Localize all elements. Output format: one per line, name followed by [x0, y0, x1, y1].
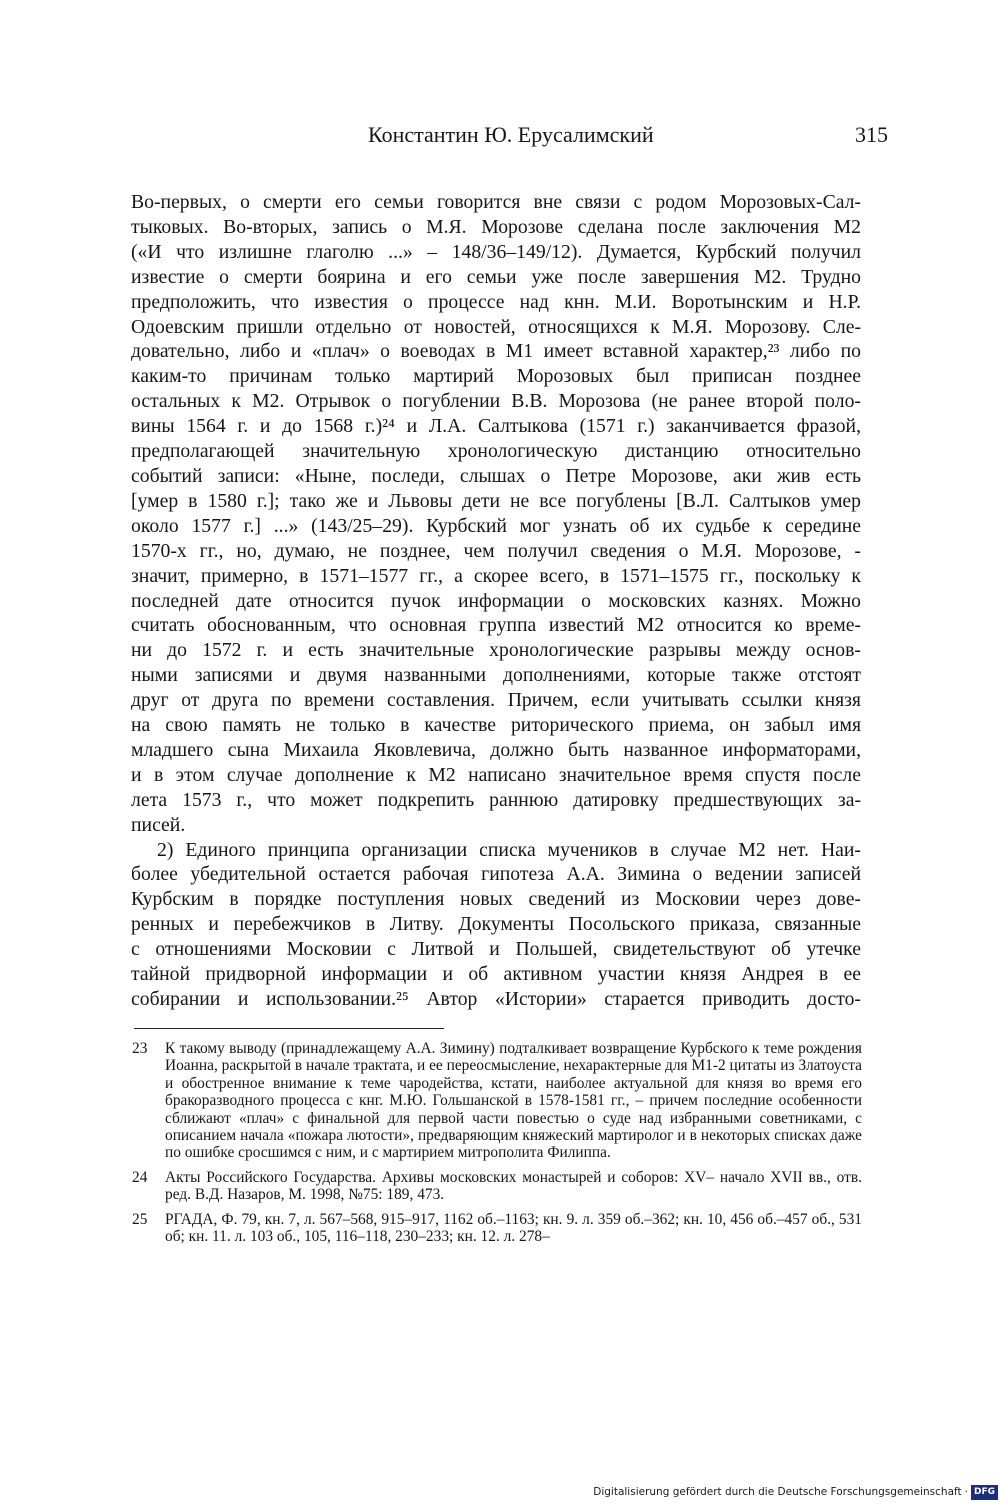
- text-line: значит, примерно, в 1571–1577 гг., а скорее всего, в 1571–1575 гг., поскольку к: [131, 564, 861, 587]
- text-line: Одоевским пришли отдельно от новостей, относящихся к М.Я. Морозову. Сле-: [131, 315, 861, 338]
- main-text: [131, 190, 861, 1012]
- text-line: с отношениями Московии с Литвой и Польшей, свидетельствуют об утечке: [131, 938, 861, 961]
- text-line: ренных и перебежчиков в Литву. Документы Посольского приказа, связанные: [131, 913, 861, 936]
- text-line: младшего сына Михаила Яковлевича, должно быть названное информаторами,: [131, 738, 861, 761]
- watermark-text: Digitalisierung gefördert durch die Deutsche Forschungsgemeinschaft: [593, 1486, 962, 1498]
- text-line: («И что излишне глаголю ...» – 148/36–149/12). Думается, Курбский получил: [131, 240, 861, 263]
- text-line: событий записи: «Ныне, последи, слышах о Петре Морозове, аки жив есть: [131, 464, 861, 487]
- footnote-number: 23: [132, 1040, 148, 1057]
- footnote: [132, 1211, 862, 1246]
- footnotes: [132, 1040, 862, 1252]
- text-line: последней дате относится пучок информации о московских казнях. Можно: [131, 589, 861, 612]
- text-line: лета 1573 г., что может подкрепить раннюю датировку предшествующих за-: [131, 788, 861, 811]
- footnote-number: 25: [132, 1210, 148, 1228]
- dfg-logo-icon: DFG: [971, 1485, 998, 1500]
- text-line: Курбским в порядке поступления новых сведений из Московии через дове-: [131, 888, 861, 911]
- footnote-number: 24: [132, 1168, 148, 1186]
- text-line: тыковых. Во-вторых, запись о М.Я. Морозове сделана после заключения М2: [131, 215, 861, 238]
- text-line: предположить, что известия о процессе над кнн. М.И. Воротынским и Н.Р.: [131, 290, 861, 313]
- running-header-author: Константин Ю. Ерусалимский: [368, 122, 654, 147]
- text-line: 1570-х гг., но, думаю, не позднее, чем получил сведения о М.Я. Морозове, -: [131, 539, 861, 562]
- text-line: Во-первых, о смерти его семьи говорится вне связи с родом Морозовых-Сал-: [131, 191, 861, 213]
- text-line: вины 1564 г. и до 1568 г.)²⁴ и Л.А. Салтыкова (1571 г.) заканчивается фразой,: [131, 415, 861, 438]
- text-line: писей.: [131, 813, 186, 836]
- text-line: довательно, либо и «плач» о воеводах в М1 имеет вставной характер,²³ либо по: [131, 340, 861, 363]
- text-line: 2) Единого принципа организации списка мучеников в случае М2 нет. Наи-: [157, 838, 861, 861]
- text-line: известие о смерти боярина и его семьи уже после завершения М2. Трудно: [131, 265, 861, 288]
- footnote-text: РГАДА, Ф. 79, кн. 7, л. 567–568, 915–917, 1162 об.–1163; кн. 9. л. 359 об.–362; кн. 10, 456 об.–457 об., 531 об; кн. 11. л. 103 об., 105, 116–118, 230–233; кн. 12. л. 278–: [165, 1210, 862, 1246]
- text-line: ными записями и двумя названными дополнениями, которые также отстоят: [131, 664, 861, 687]
- text-line: [умер в 1580 г.]; тако же и Львовы дети не все погублены [В.Л. Салтыков умер: [131, 489, 861, 512]
- text-line: собирании и использовании.²⁵ Автор «Истории» старается приводить досто-: [131, 988, 861, 1010]
- digitization-watermark: [593, 1480, 1000, 1504]
- text-line: более убедительной остается рабочая гипотеза А.А. Зимина о ведении записей: [131, 863, 861, 886]
- text-line: предполагающей значительную хронологическую дистанцию относительно: [131, 440, 861, 463]
- text-line: ни до 1572 г. и есть значительные хронологические разрывы между основ-: [131, 639, 861, 662]
- text-line: считать обоснованным, что основная группа известий М2 относится ко време-: [131, 614, 861, 637]
- running-header: [368, 120, 888, 150]
- footnote-text: К такому выводу (принадлежащему А.А. Зимину) подталкивает возвращение Курбского к теме рождения Иоанна, раскрытой в начале трактата, и ее переосмысление, нехарактерные для М1-2 цитаты из Златоуста и обостренное внимание к теме чародейства, кстати, наиболее актуальной для князя во время его бракоразводного процесса с кнг. М.Ю. Гольшанской в 1578-1581 гг., – причем последние особенности сближают «плач» с финальной для первой части повестью о суде над избранными советниками, с описанием начала «пожара лютости», предваряющим княжеский мартиролог и в некоторых списках даже по ошибке сросшимся с ним, и с мартирием митрополита Филиппа.: [165, 1040, 862, 1162]
- footnote: [132, 1040, 862, 1162]
- text-line: на свою память не только в качестве риторического приема, он забыл имя: [131, 714, 861, 737]
- footnote: [132, 1169, 862, 1204]
- text-line: каким-то причинам только мартирий Морозовых был приписан позднее: [131, 365, 861, 388]
- text-line: и в этом случае дополнение к М2 написано значительное время спустя после: [131, 763, 861, 786]
- text-line: тайной придворной информации и об активном участии князя Андрея в ее: [131, 963, 861, 986]
- footnote-divider: [134, 1028, 444, 1029]
- page-number: 315: [855, 122, 888, 147]
- text-line: около 1577 г.] ...» (143/25–29). Курбский мог узнать об их судьбе к середине: [131, 514, 861, 537]
- text-line: друг от друга по времени составления. Причем, если учитывать ссылки князя: [131, 689, 861, 712]
- footnote-text: Акты Российского Государства. Архивы московских монастырей и соборов: XV– начало XVII вв., отв. ред. В.Д. Назаров, М. 1998, №75: 189, 473.: [165, 1168, 862, 1204]
- watermark-separator: ·: [964, 1486, 968, 1498]
- text-line: остальных к М2. Отрывок о погублении В.В. Морозова (не ранее второй поло-: [131, 390, 861, 413]
